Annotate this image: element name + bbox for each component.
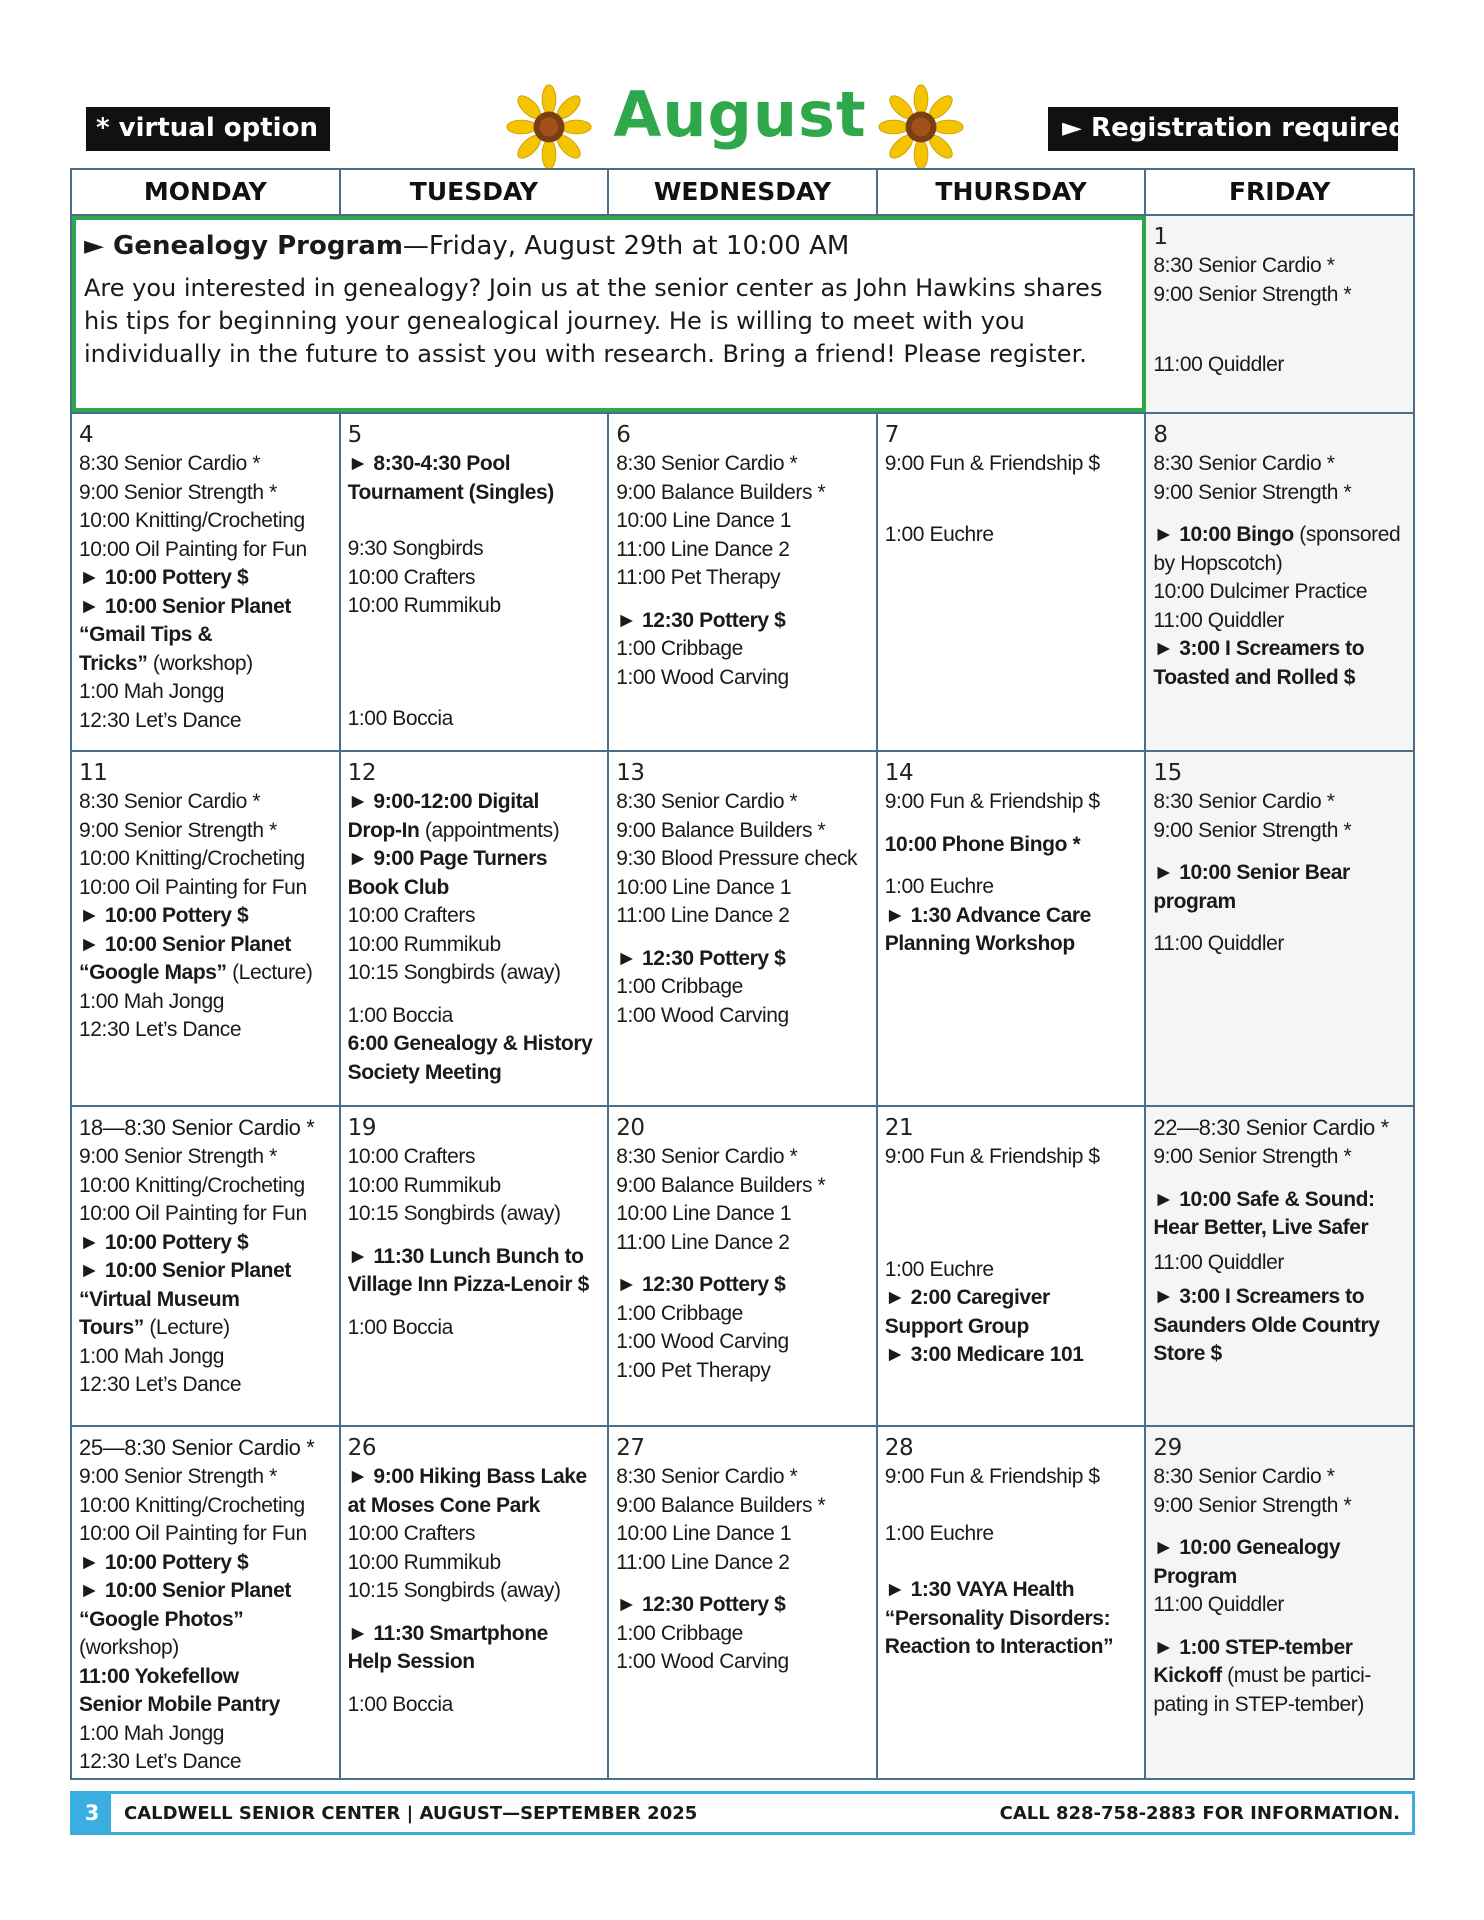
- day-cell-13: [609, 752, 878, 1105]
- event: 12:30 Let’s Dance: [79, 708, 242, 732]
- event: 1:00 Wood Carving: [616, 665, 789, 689]
- week-row-4: [70, 1107, 1415, 1427]
- day-number: 14: [884, 760, 914, 786]
- event: 10:00 Knitting/Crocheting: [79, 509, 305, 532]
- day-cell-6: [609, 414, 878, 750]
- event: Tricks” (workshop): [79, 651, 253, 675]
- event: ► 10:00 Bingo (sponsored: [1153, 523, 1401, 546]
- weekday-monday: MONDAY: [72, 170, 341, 214]
- event: ► 11:30 Lunch Bunch to: [347, 1244, 584, 1268]
- event: 10:15 Songbirds (away): [347, 1579, 561, 1602]
- event: 9:00 Senior Strength *: [79, 1145, 277, 1168]
- event: ► 10:00 Pottery $: [79, 904, 249, 927]
- sunflower-icon: [506, 84, 592, 170]
- notice-body: Are you interested in genealogy? Join us at the senior center as John Hawkins shares his tips for beginning your genealogical journey. He is willing to meet with you individually in the future to assist you with research. Bring a friend! Please register.: [84, 274, 1103, 368]
- month-title: August: [613, 78, 867, 151]
- event: “Personality Disorders:: [884, 1606, 1111, 1630]
- event: ► 12:30 Pottery $: [616, 1593, 786, 1616]
- weekday-wednesday: WEDNESDAY: [609, 170, 878, 214]
- day-cell-19: [341, 1107, 610, 1425]
- event: 10:15 Songbirds (away): [347, 1202, 561, 1225]
- genealogy-notice: [72, 216, 1146, 412]
- day-cell-20: [609, 1107, 878, 1425]
- page-footer: [70, 1791, 1415, 1835]
- event: by Hopscotch): [1153, 551, 1283, 575]
- event: ► 10:00 Pottery $: [79, 1550, 249, 1574]
- event: 1:00 Boccia: [347, 1315, 453, 1339]
- event: ► 1:00 STEP-tember: [1153, 1635, 1353, 1659]
- event: 1:00 Boccia: [347, 1003, 453, 1027]
- event: Hear Better, Live Safer: [1153, 1216, 1369, 1239]
- event: 1:00 Euchre: [884, 1257, 994, 1281]
- event: 10:00 Knitting/Crocheting: [79, 847, 305, 870]
- event: ► 9:00 Hiking Bass Lake: [347, 1465, 587, 1488]
- event: 10:00 Crafters: [347, 1522, 476, 1545]
- event: 10:00 Dulcimer Practice: [1153, 580, 1368, 603]
- event: 10:00 Line Dance 1: [616, 1522, 792, 1545]
- event: 12:30 Let’s Dance: [79, 1018, 242, 1041]
- event: 11:00 Line Dance 2: [616, 904, 790, 927]
- day-number: 19: [347, 1115, 377, 1141]
- event: ► 8:30-4:30 Pool: [347, 452, 511, 475]
- event: ► 10:00 Senior Planet: [79, 1259, 291, 1282]
- footer-contact: CALL 828-758-2883 FOR INFORMATION.: [999, 1802, 1400, 1824]
- weekday-tuesday: TUESDAY: [341, 170, 610, 214]
- weekday-friday: FRIDAY: [1228, 177, 1331, 206]
- event: 9:00 Senior Strength *: [79, 1465, 277, 1488]
- event: ► 1:30 Advance Care: [884, 903, 1091, 927]
- event: 9:00 Senior Strength *: [1153, 1145, 1352, 1168]
- day-cell-26: [341, 1427, 610, 1778]
- event: ► 3:00 I Screamers to: [1153, 1285, 1365, 1308]
- event: 1:00 Boccia: [347, 1692, 453, 1716]
- day-cell-27: [609, 1427, 878, 1778]
- sunflower-icon: [878, 84, 964, 170]
- event: 9:00 Senior Strength *: [79, 818, 277, 842]
- event: 11:00 Line Dance 2: [616, 1550, 790, 1574]
- day-number: 25—8:30 Senior Cardio *: [79, 1435, 315, 1460]
- event: Toasted and Rolled $: [1153, 665, 1356, 689]
- event: Program: [1153, 1564, 1237, 1588]
- day-cell-29: [1146, 1427, 1415, 1778]
- event: 8:30 Senior Cardio *: [616, 1145, 798, 1168]
- event: ► 11:30 Smartphone: [347, 1621, 548, 1645]
- event: 11:00 Line Dance 2: [616, 1230, 790, 1254]
- day-cell-5: [341, 414, 610, 750]
- event: 9:00 Fun & Friendship $: [884, 790, 1100, 813]
- event: 1:00 Wood Carving: [616, 1650, 789, 1673]
- event: 9:00 Senior Strength *: [1153, 282, 1352, 306]
- event: ► 3:00 Medicare 101: [884, 1343, 1084, 1366]
- week-row-3: [70, 752, 1415, 1107]
- day-number: 13: [616, 760, 645, 786]
- event: 9:00 Balance Builders *: [616, 818, 826, 842]
- event: 10:00 Crafters: [347, 1145, 476, 1168]
- event: 8:30 Senior Cardio *: [1153, 790, 1335, 813]
- event: 1:00 Mah Jongg: [79, 680, 225, 703]
- event: Senior Mobile Pantry: [79, 1693, 280, 1716]
- weekday-thursday: THURSDAY: [878, 170, 1147, 214]
- day-number: 22—8:30 Senior Cardio *: [1153, 1115, 1389, 1140]
- day-cell-15: [1146, 752, 1415, 1105]
- day-number: 5: [347, 422, 362, 448]
- event: 1:00 Euchre: [884, 1521, 994, 1545]
- event: 9:00 Balance Builders *: [616, 1173, 826, 1197]
- event: 9:00 Fun & Friendship $: [884, 1145, 1100, 1168]
- event: 1:00 Mah Jongg: [79, 1721, 225, 1745]
- event: “Google Maps” (Lecture): [79, 961, 313, 984]
- event: ► 10:00 Pottery $: [79, 1230, 249, 1254]
- event: 10:00 Crafters: [347, 904, 476, 927]
- event: ► 12:30 Pottery $: [616, 1273, 786, 1296]
- event: 10:00 Oil Painting for Fun: [79, 1522, 307, 1545]
- event: Tours” (Lecture): [79, 1316, 230, 1339]
- event: 1:00 Cribbage: [616, 1301, 743, 1325]
- event: 1:00 Boccia: [347, 706, 453, 730]
- day-number: 1: [1153, 224, 1168, 250]
- event: ► 2:00 Caregiver: [884, 1286, 1050, 1309]
- page-number: 3: [73, 1794, 111, 1832]
- event: 8:30 Senior Cardio *: [1153, 1465, 1335, 1488]
- event: 11:00 Pet Therapy: [616, 566, 781, 589]
- event: 9:00 Senior Strength *: [1153, 480, 1352, 504]
- event: 11:00 Quiddler: [1153, 1250, 1284, 1274]
- event: 1:00 Cribbage: [616, 1621, 743, 1645]
- event: 10:00 Oil Painting for Fun: [79, 537, 307, 561]
- day-number: 7: [884, 422, 900, 448]
- event: 10:00 Knitting/Crocheting: [79, 1493, 305, 1517]
- event: 1:00 Cribbage: [616, 637, 743, 660]
- day-number: 26: [347, 1435, 377, 1461]
- event: 10:00 Line Dance 1: [616, 509, 792, 532]
- event: 1:00 Wood Carving: [616, 1330, 789, 1353]
- event: 10:00 Rummikub: [347, 1550, 501, 1574]
- event: 1:00 Mah Jongg: [79, 1344, 225, 1368]
- event: ► 10:00 Senior Planet: [79, 594, 291, 618]
- day-number: 20: [616, 1115, 645, 1141]
- day-number: 4: [79, 422, 94, 448]
- day-number: 6: [616, 422, 631, 448]
- event: 9:00 Fun & Friendship $: [884, 1465, 1100, 1488]
- event: 10:00 Rummikub: [347, 1173, 501, 1197]
- event: Help Session: [347, 1650, 475, 1673]
- event: 12:30 Let’s Dance: [79, 1373, 242, 1396]
- event: 9:00 Fun & Friendship $: [884, 452, 1100, 475]
- week-row-1: [70, 216, 1415, 414]
- event: 8:30 Senior Cardio *: [616, 1465, 798, 1488]
- event: 1:00 Wood Carving: [616, 1003, 789, 1027]
- event: 10:15 Songbirds (away): [347, 961, 561, 984]
- weekday-header-row: [70, 168, 1415, 216]
- event: Kickoff (must be partici-: [1153, 1664, 1371, 1687]
- event: 10:00 Line Dance 1: [616, 1202, 792, 1225]
- day-cell-22: [1146, 1107, 1415, 1425]
- event: “Google Photos”: [79, 1607, 244, 1631]
- day-number: 29: [1153, 1435, 1182, 1461]
- event: Book Club: [347, 875, 449, 899]
- day-cell-25: [72, 1427, 341, 1778]
- event: 10:00 Crafters: [347, 565, 476, 589]
- event: Society Meeting: [347, 1060, 502, 1084]
- event: 9:00 Senior Strength *: [1153, 1493, 1352, 1517]
- event: (workshop): [79, 1636, 179, 1659]
- event: 10:00 Knitting/Crocheting: [79, 1173, 305, 1197]
- day-number: 18—8:30 Senior Cardio *: [79, 1115, 315, 1140]
- day-cell-28: [878, 1427, 1147, 1778]
- day-cell-18: [72, 1107, 341, 1425]
- day-number: 28: [884, 1435, 914, 1461]
- event: 11:00 Line Dance 2: [616, 537, 790, 561]
- event: Support Group: [884, 1314, 1029, 1338]
- event: 9:30 Blood Pressure check: [616, 847, 858, 870]
- event: ► 9:00 Page Turners: [347, 847, 548, 870]
- day-cell-21: [878, 1107, 1147, 1425]
- day-cell-7: [878, 414, 1147, 750]
- event: 8:30 Senior Cardio *: [1153, 254, 1335, 277]
- event: 8:30 Senior Cardio *: [616, 452, 798, 475]
- event: 9:30 Songbirds: [347, 537, 484, 560]
- event: Drop-In (appointments): [347, 818, 560, 842]
- event: at Moses Cone Park: [347, 1493, 540, 1517]
- event: 11:00 Yokefellow: [79, 1664, 239, 1688]
- event: 9:00 Senior Strength *: [1153, 818, 1352, 842]
- event: Tournament (Singles): [347, 480, 554, 504]
- week-row-5: [70, 1427, 1415, 1780]
- day-number: 8: [1153, 422, 1168, 448]
- event: 1:00 Pet Therapy: [616, 1358, 771, 1382]
- event: pating in STEP-tember): [1153, 1692, 1364, 1716]
- day-number: 11: [79, 760, 108, 786]
- event: 10:00 Line Dance 1: [616, 875, 792, 899]
- event: 10:00 Rummikub: [347, 594, 501, 617]
- event: 9:00 Senior Strength *: [79, 480, 277, 504]
- event: ► 9:00-12:00 Digital: [347, 790, 539, 813]
- event: 10:00 Rummikub: [347, 932, 501, 956]
- registration-required-legend: ► Registration required: [1048, 107, 1398, 151]
- event: Store $: [1153, 1342, 1222, 1365]
- event: 1:00 Cribbage: [616, 975, 743, 998]
- event: 8:30 Senior Cardio *: [79, 452, 261, 475]
- event: ► 10:00 Safe & Sound:: [1153, 1187, 1375, 1211]
- event: 9:00 Balance Builders *: [616, 1493, 826, 1517]
- event: ► 3:00 I Screamers to: [1153, 637, 1365, 660]
- event: ► 10:00 Senior Planet: [79, 1579, 291, 1602]
- event: 8:30 Senior Cardio *: [616, 790, 798, 813]
- event: ► 10:00 Senior Bear: [1153, 861, 1350, 884]
- event: ► 10:00 Senior Planet: [79, 932, 291, 956]
- event: 10:00 Phone Bingo *: [884, 832, 1081, 856]
- event: Village Inn Pizza-Lenoir $: [347, 1273, 589, 1296]
- day-number: 12: [347, 760, 377, 786]
- event: ► 12:30 Pottery $: [616, 608, 786, 632]
- event: ► 10:00 Genealogy: [1153, 1536, 1341, 1559]
- day-cell-8: [1146, 414, 1415, 750]
- event: 12:30 Let’s Dance: [79, 1750, 242, 1773]
- event: 1:00 Euchre: [884, 875, 994, 898]
- event: 8:30 Senior Cardio *: [79, 790, 261, 813]
- notice-title: ► Genealogy Program—Friday, August 29th at 10:00 AM: [84, 231, 850, 261]
- event: 8:30 Senior Cardio *: [1153, 452, 1335, 475]
- event: Reaction to Interaction”: [884, 1635, 1114, 1658]
- day-number: 15: [1153, 760, 1182, 786]
- event: ► 12:30 Pottery $: [616, 946, 786, 970]
- day-cell-12: [341, 752, 610, 1105]
- day-number: 27: [616, 1435, 645, 1461]
- event: 11:00 Quiddler: [1153, 353, 1284, 376]
- calendar-grid: [70, 168, 1415, 1780]
- event: Saunders Olde Country: [1153, 1313, 1380, 1337]
- event: 9:00 Balance Builders *: [616, 480, 826, 504]
- event: program: [1153, 889, 1236, 913]
- virtual-option-legend: * virtual option: [86, 107, 330, 151]
- day-cell-4: [72, 414, 341, 750]
- event: 1:00 Mah Jongg: [79, 989, 225, 1013]
- event: 11:00 Quiddler: [1153, 932, 1284, 955]
- event: ► 1:30 VAYA Health: [884, 1578, 1075, 1601]
- event: “Virtual Museum: [79, 1287, 240, 1311]
- event: Planning Workshop: [884, 932, 1075, 955]
- event: ► 10:00 Pottery $: [79, 566, 249, 589]
- event: 11:00 Quiddler: [1153, 1593, 1284, 1616]
- day-cell-11: [72, 752, 341, 1105]
- event: 1:00 Euchre: [884, 522, 994, 546]
- day-number: 21: [884, 1115, 914, 1141]
- event: “Gmail Tips &: [79, 623, 213, 646]
- day-cell-14: [878, 752, 1147, 1105]
- day-cell-1: [1146, 216, 1415, 412]
- event: 10:00 Oil Painting for Fun: [79, 1202, 307, 1225]
- week-row-2: [70, 414, 1415, 752]
- event: 10:00 Oil Painting for Fun: [79, 875, 307, 899]
- event: 6:00 Genealogy & History: [347, 1032, 593, 1055]
- event: 11:00 Quiddler: [1153, 608, 1284, 632]
- footer-publication: CALDWELL SENIOR CENTER | AUGUST—SEPTEMBER 2025: [124, 1802, 698, 1824]
